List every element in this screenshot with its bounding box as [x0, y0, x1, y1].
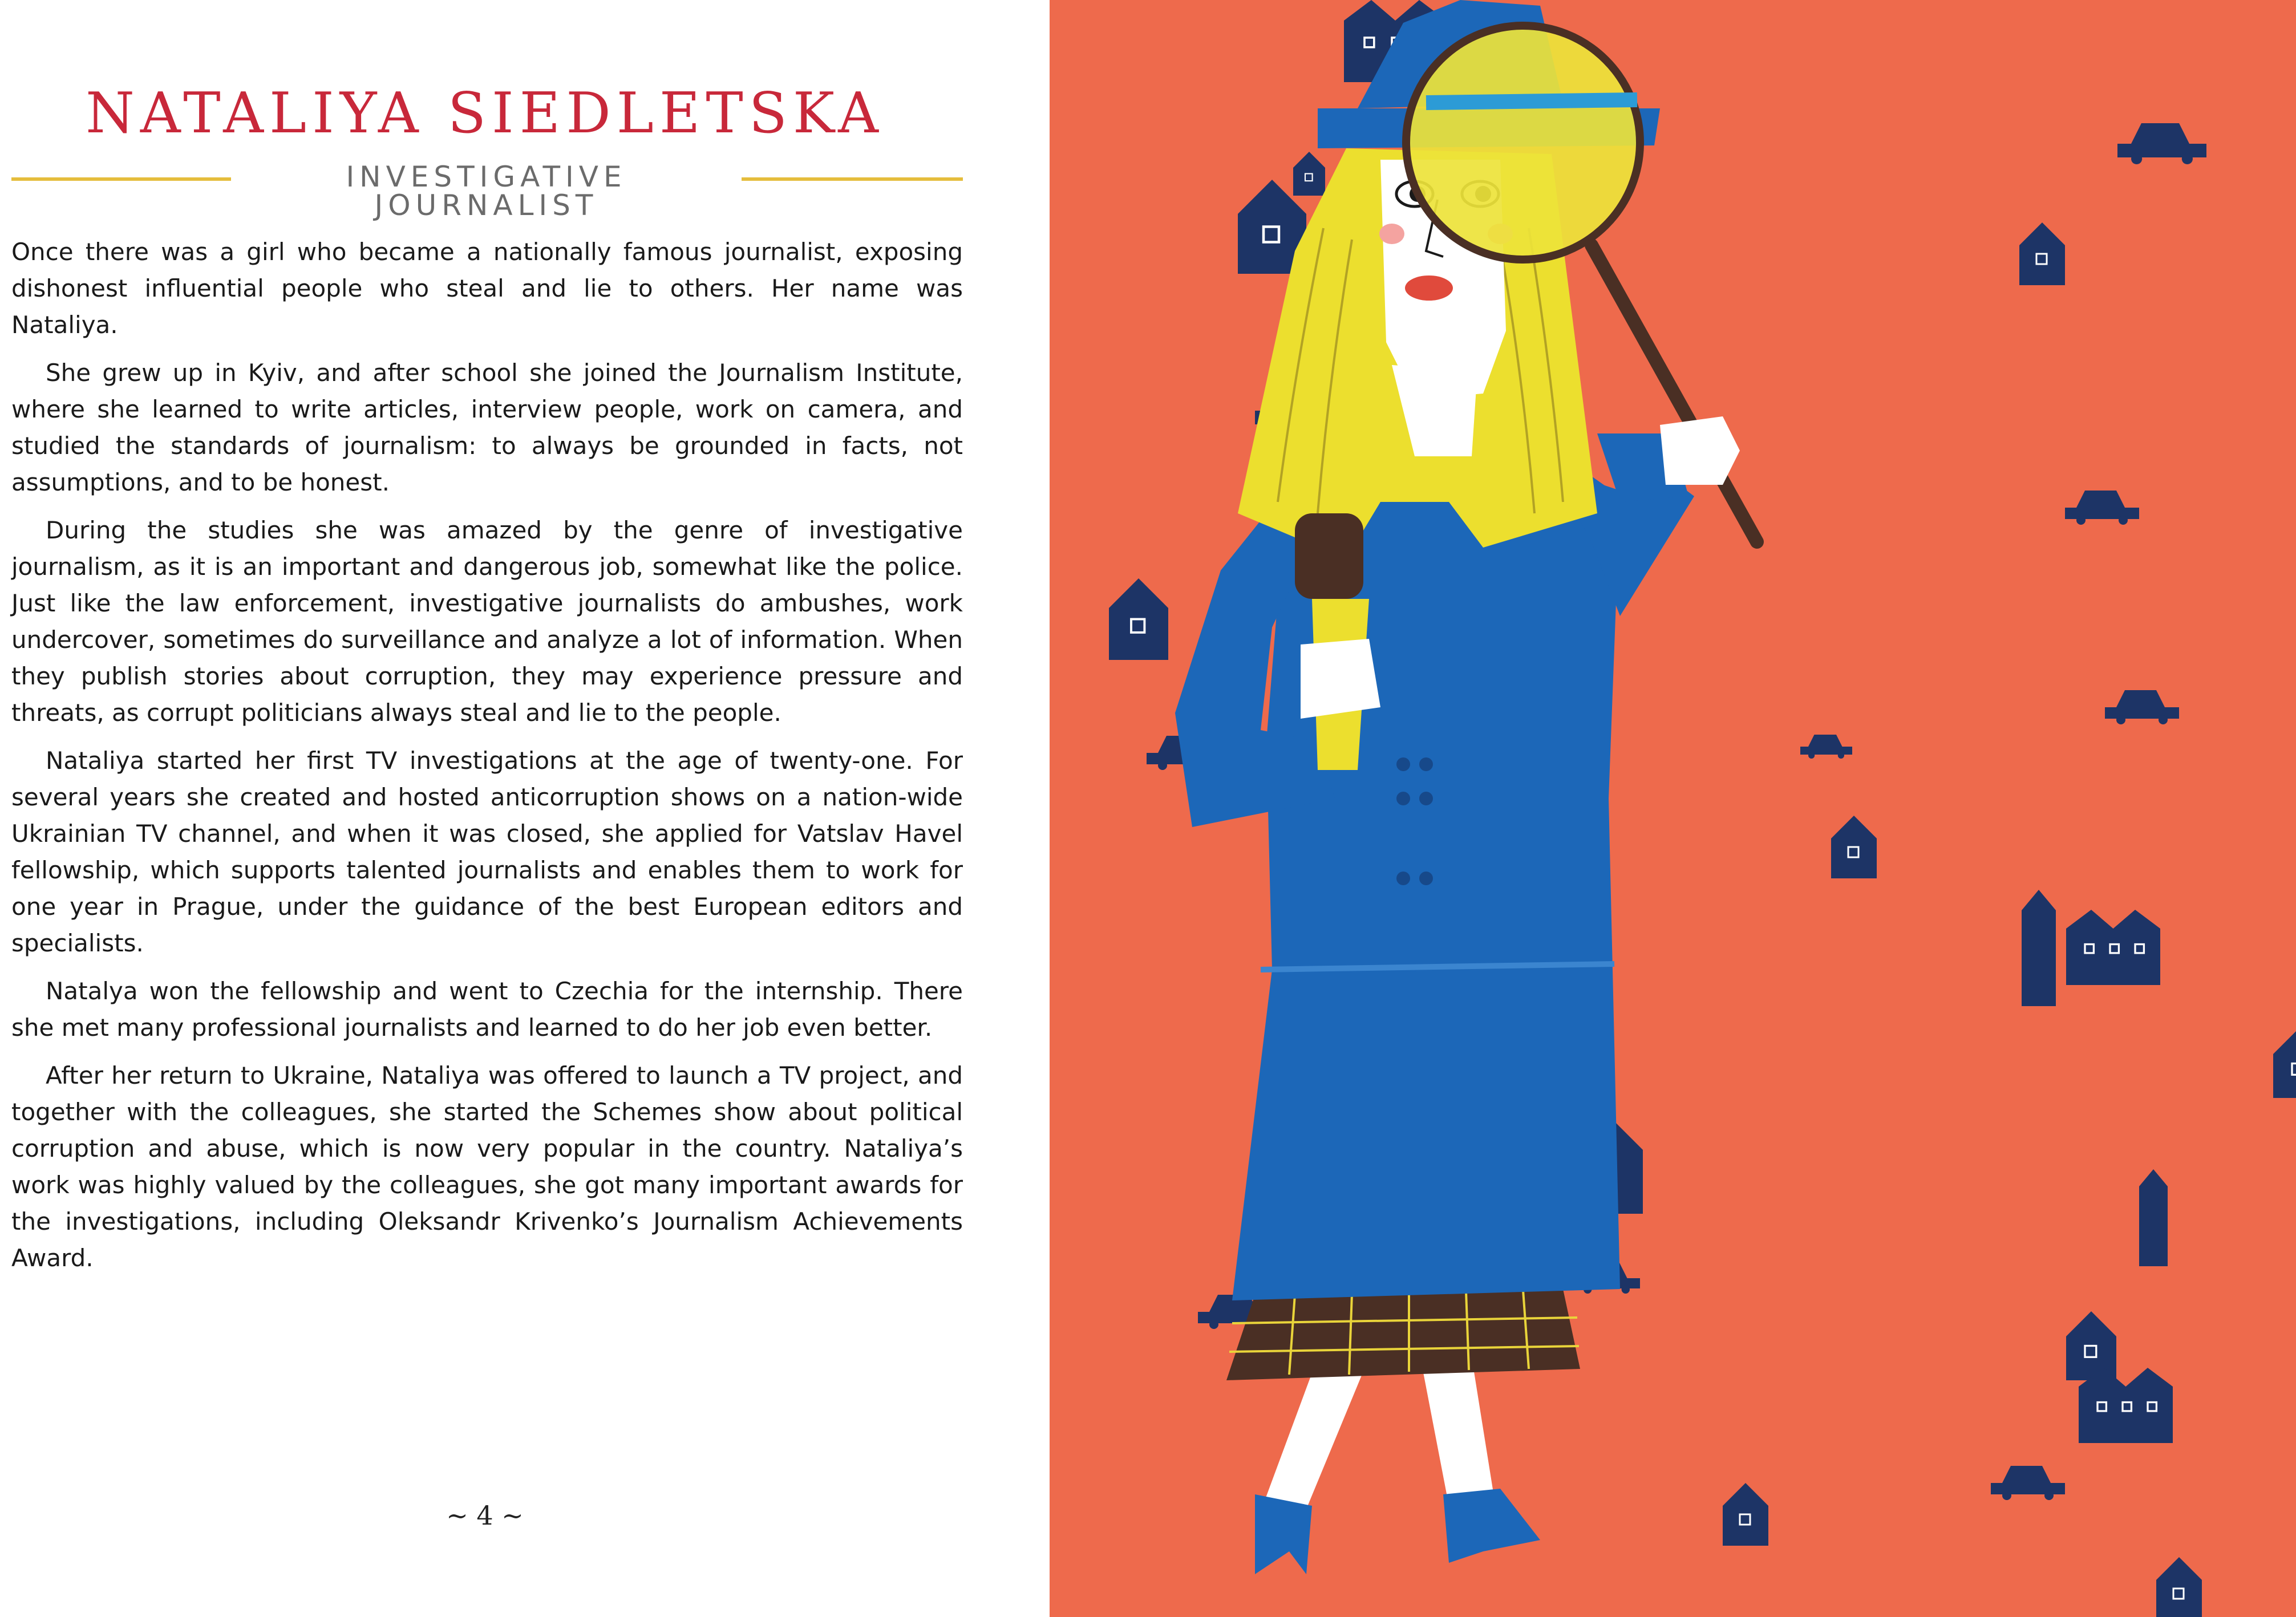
text-page: [0, 0, 1050, 1617]
page-number: ~ 4 ~: [446, 1500, 524, 1531]
paragraph: During the studies she was amazed by the genre of investigative journalism, as it is an important and dangerous job, somewhat like the police. Just like the law enforcement, investigative journalists do ambushes, work undercover, sometimes do surveillance and analyze a lot of information. When they publish stories about corruption, they may experience pressure and threats, as corrupt politicians always steal and lie to the people.: [11, 516, 963, 727]
paragraph: She grew up in Kyiv, and after school she joined the Journalism Institute, where she learned to write articles, interview people, work on camera, and studied the standards of journalism: to always be grounded in facts, not assumptions, and to be honest.: [11, 359, 963, 496]
paragraph: Natalya won the fellowship and went to Czechia for the internship. There she met many professional journalists and learned to do her job even better.: [11, 977, 963, 1041]
paragraph: After her return to Ukraine, Nataliya was offered to launch a TV project, and together with the colleagues, she started the Schemes show about political corruption and abuse, which is now very popular in the country. Nataliya’s work was highly valued by the colleagues, she got many important awards for the investigations, including Oleksandr Krivenko’s Journalism Achievements Award.: [11, 1061, 963, 1272]
story-text: [11, 234, 963, 1288]
title-rule-left: [11, 177, 231, 181]
paragraph: Nataliya started her first TV investigations at the age of twenty-one. For several years she created and hosted anticorruption shows on a nation-wide Ukrainian TV channel, and when it was closed, she applied for Vatslav Havel fellowship, which supports talented journalists and enables them to work for one year in Prague, under the guidance of the best European editors and specialists.: [11, 747, 963, 957]
journalist-illustration: [1050, 0, 2296, 1617]
title-rule-right: [742, 177, 963, 181]
page-title: NATALIYA SIEDLETSKA: [86, 81, 884, 146]
microphone-head: [1295, 513, 1363, 599]
paragraph: Once there was a girl who became a nationally famous journalist, exposing dishonest influential people who steal and lie to others. Her name was Nataliya.: [11, 238, 963, 339]
illustration-page: [1050, 0, 2296, 1617]
page-subtitle: INVESTIGATIVE JOURNALIST: [346, 160, 627, 222]
lips: [1405, 275, 1453, 301]
